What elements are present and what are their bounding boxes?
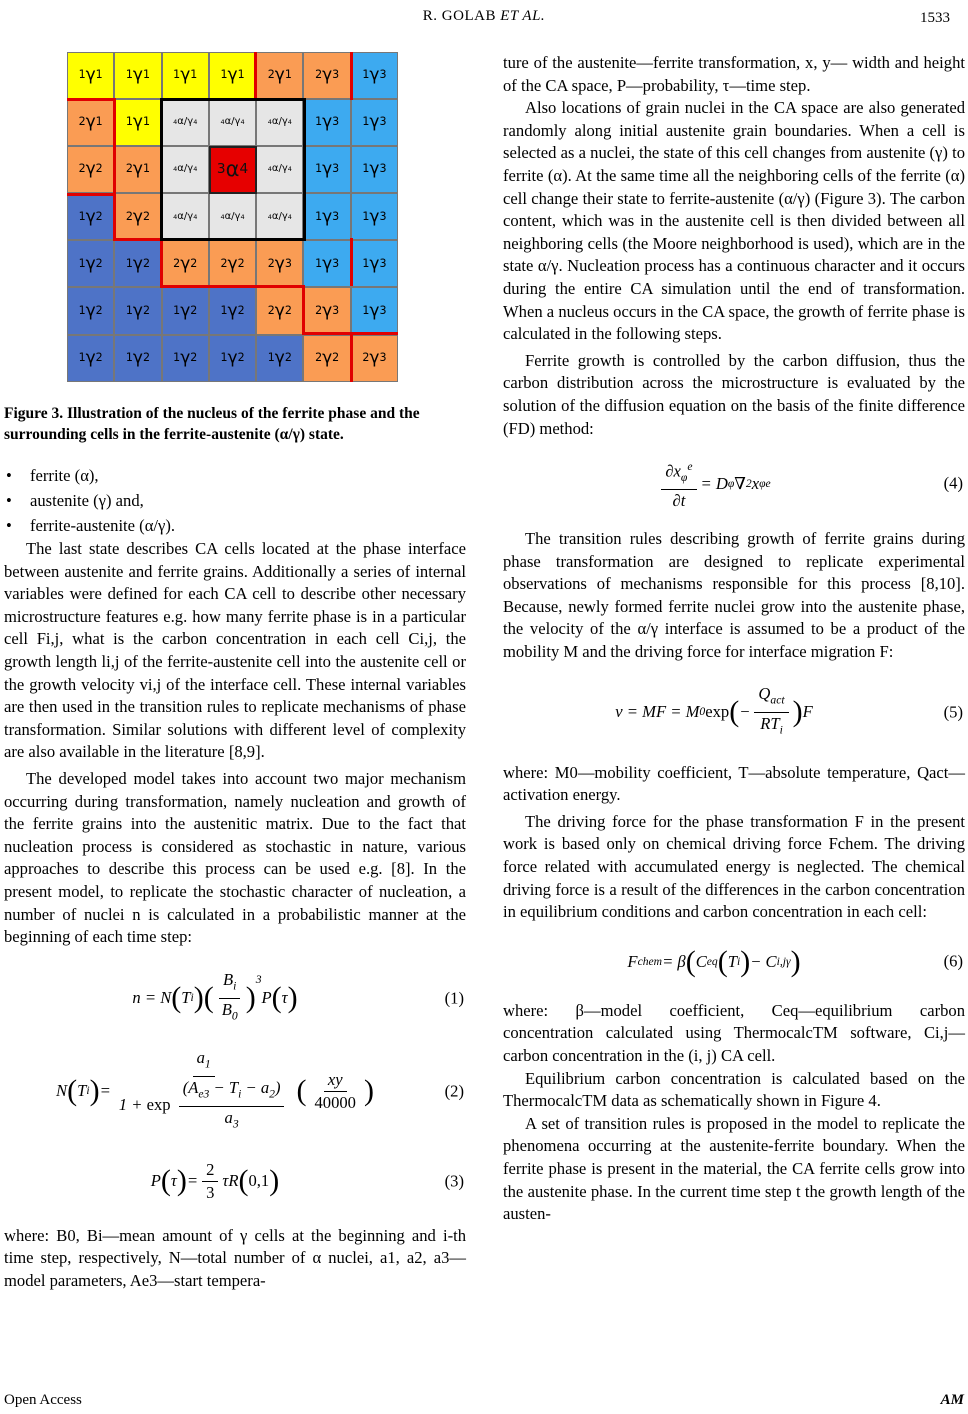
ca-cell: 1 γ 3	[351, 240, 398, 287]
figure-caption: Figure 3. Illustration of the nucleus of the ferrite phase and the surrounding cells in the ferrite-austenite (α/γ) state.	[4, 405, 420, 443]
ca-cell: 2 γ 3	[303, 52, 350, 99]
paragraph: Also locations of grain nuclei in the CA space are also generated randomly along initial austenite grain boundaries. When a cell is selected as a nuclei, the state of this cell changes from austenite (γ) to ferrite (α). At the same time all the neighboring cells of the ferrite (α) cell change their state to ferrite-austenite (α/γ) (Figure 3). The carbon content, which was in the austenite cell is then divided between all neighboring cells (the Moore neighborhood is used), which are in the state α/γ. Nucleation process has a continuous character and it occurs during the entire CA simulation until the end of transformation. When a nucleus occurs in the CA space, the growth of ferrite phase is calculated in the following steps.	[503, 98, 965, 344]
right-column	[503, 52, 965, 1226]
footer-open-access: Open Access	[4, 1392, 82, 1408]
equation-number: (1)	[444, 988, 464, 1008]
ca-cell: 4 α/γ 4	[256, 99, 303, 146]
ca-cell: 2 γ 2	[114, 193, 161, 240]
ca-cell: 1 γ 2	[162, 287, 209, 334]
ca-cell: 1 γ 1	[209, 52, 256, 99]
equation-6: F chem = β ( C eq ( T i ) − C i,j γ ) (6)	[627, 944, 963, 978]
paragraph: where: M0—mobility coefficient, T—absolute temperature, Qact—activation energy.	[503, 762, 965, 805]
list-item: • austenite (γ) and,	[4, 488, 466, 513]
equation-number: (5)	[943, 702, 963, 722]
ca-cell: 2 γ 2	[67, 146, 114, 193]
ca-cell: 1 γ 2	[209, 335, 256, 382]
ca-cell: 1 γ 1	[114, 99, 161, 146]
ca-cell: 1 γ 3	[351, 99, 398, 146]
ca-cell: 1 γ 3	[351, 146, 398, 193]
ca-cell: 4 α/γ 4	[209, 99, 256, 146]
ca-cell: 2 γ 1	[114, 146, 161, 193]
ca-cell: 1 γ 2	[114, 335, 161, 382]
ca-cell: 1 γ 2	[114, 287, 161, 334]
equation-number: (6)	[943, 951, 963, 971]
list-item: • ferrite-austenite (α/γ).	[4, 513, 466, 538]
ca-cell: 1 γ 1	[162, 52, 209, 99]
ca-cell: 2 γ 3	[256, 240, 303, 287]
ca-cell: 3 α 4	[209, 146, 256, 193]
paragraph: The driving force for the phase transformation F in the present work is based only on chemical driving force Fchem. The driving force related with accumulated energy is neglected. The chemical driving force is a result of the differences in the carbon concentration in equilibrium conditions and carbon concentration in each cell:	[503, 811, 965, 922]
paragraph: Equilibrium carbon concentration is calculated based on the ThermocalcTM data as schematically shown in Figure 4.	[503, 1068, 965, 1111]
equation-4: $\frac{\partial x_\varphi^e}{\partial t}$ = D φ ∇ 2 x φ e (4)	[503, 450, 965, 518]
ca-cell: 4 α/γ 4	[162, 146, 209, 193]
ca-cell: 1 γ 2	[162, 335, 209, 382]
paragraph: The last state describes CA cells located at the phase interface between austenite and ferrite grains. Additionally a series of internal variables were defined for each CA cell to describe other necessary microstructure features e.g. how many ferrite phase is in a particular cell Fi,j, what is the carbon concentration in each cell Ci,j, the growth length li,j of the ferrite-austenite cell into the austenite cell or the growth velocity vi,j of the interface cell. These internal variables are then used in the transition rules to replicate mechanisms of phase transformation. Similar solutions with different level of complexity are also available in the literature [8,9].	[4, 539, 466, 762]
ca-cell: 1 γ 3	[351, 193, 398, 240]
equation-1: n = N ( T i ) ( $\frac{B_i}{B_0}$ ) $^3$ P ( τ ) (1)	[132, 970, 464, 1023]
ca-cell: 1 γ 3	[351, 52, 398, 99]
ca-cell: 4 α/γ 4	[256, 146, 303, 193]
equation-3: P ( τ ) = $\frac{2}{3}$ τR ( 0,1 ) (3)	[150, 1159, 464, 1203]
ca-cell: 1 γ 2	[256, 335, 303, 382]
ca-cell: 2 γ 2	[256, 287, 303, 334]
footer-journal: AM	[940, 1392, 964, 1408]
ca-cell: 1 γ 3	[303, 240, 350, 287]
list-item: • ferrite (α),	[4, 463, 466, 488]
ca-cell: 1 γ 2	[209, 287, 256, 334]
ca-cell: 1 γ 3	[303, 193, 350, 240]
ca-cell: 1 γ 1	[114, 52, 161, 99]
ca-cell: 1 γ 2	[67, 240, 114, 287]
ca-cell: 4 α/γ 4	[256, 193, 303, 240]
ca-cell: 1 γ 2	[67, 335, 114, 382]
ca-cell: 2 γ 2	[303, 335, 350, 382]
ca-cell: 2 γ 1	[67, 99, 114, 146]
ca-cell: 2 γ 1	[256, 52, 303, 99]
ca-cell: 4 α/γ 4	[209, 193, 256, 240]
paragraph: Ferrite growth is controlled by the carbon diffusion, thus the carbon distribution across the microstructure is evaluated by the solution of the diffusion equation on the basis of the finite difference (FD) method:	[503, 350, 965, 438]
running-title: R. GOLAB ET AL.	[422, 8, 546, 24]
page-header	[0, 4, 968, 32]
paragraph: The transition rules describing growth of ferrite grains during phase transformation are designed to replicate experimental observations of mechanisms responsible for this process [8,10]. Because, newly formed ferrite nuclei grow into the austenite phase, the velocity of the α/γ interface is assumed to be a product of the mobility M and the driving force for interface migration F:	[503, 529, 965, 662]
page-number: 1533	[920, 10, 950, 26]
paragraph: A set of transition rules is proposed in the model to replicate the phenomena occurring at the austenite-ferrite boundary. When the ferrite phase is present in the material, the CA ferrite cells grow into the austenite phase. In the current time step t the growth length of the austen-	[503, 1113, 965, 1224]
equation-number: (3)	[444, 1171, 464, 1191]
ca-cell: 1 γ 3	[303, 99, 350, 146]
paragraph: where: β—model coefficient, Ceq—equilibrium carbon concentration calculated using ThermocalcTM software, Ci,j—carbon concentration in the (i, j) CA cell.	[503, 1000, 965, 1065]
ca-cell: 1 γ 1	[67, 52, 114, 99]
equation-number: (4)	[943, 473, 963, 493]
ca-cell: 1 γ 2	[114, 240, 161, 287]
state-list	[4, 463, 466, 538]
ca-cell: 4 α/γ 4	[162, 99, 209, 146]
paragraph: where: B0, Bi—mean amount of γ cells at the beginning and i-th time step, respectively, N—total number of α nuclei, a1, a2, a3—model parameters, Ae3—start tempera-	[4, 1225, 466, 1290]
equation-5: v = MF = M 0 exp ( − $\frac{Q_{act}}{RT_i}$ ) F (5)	[615, 684, 963, 737]
equation-2: N ( T i ) = $a_1$ 1 + exp $\frac{(A_{e3} - T_i - a_2)}{a_3}$ ( $\frac{xy}{40000}$ ) (2)	[56, 1048, 464, 1131]
ca-cell: 2 γ 2	[209, 240, 256, 287]
ca-cell: 2 γ 3	[303, 287, 350, 334]
paragraph: The developed model takes into account two major mechanism occurring during transformation, namely nucleation and growth of the ferrite grains into the austenitic matrix. Due to the fact that nucleation process is considered as stochastic in nature, various approaches to describe this process can be used e.g. [8]. In the present model, to replicate the stochastic character of nucleation, a number of nuclei n is calculated in a probabilistic manner at the beginning of each time step:	[4, 768, 466, 947]
equation-number: (2)	[444, 1081, 464, 1101]
ca-cell: 2 γ 3	[351, 335, 398, 382]
figure-3	[67, 52, 398, 382]
ca-cell: 4 α/γ 4	[162, 193, 209, 240]
ca-cell: 2 γ 2	[162, 240, 209, 287]
ca-cell: 1 γ 2	[67, 193, 114, 240]
left-column	[4, 52, 466, 1292]
paragraph: ture of the austenite—ferrite transformation, x, y— width and height of the CA space, P—probability, τ—time step.	[503, 53, 965, 95]
ca-cell: 1 γ 2	[67, 287, 114, 334]
ca-cell: 1 γ 3	[303, 146, 350, 193]
ca-cell: 1 γ 3	[351, 287, 398, 334]
